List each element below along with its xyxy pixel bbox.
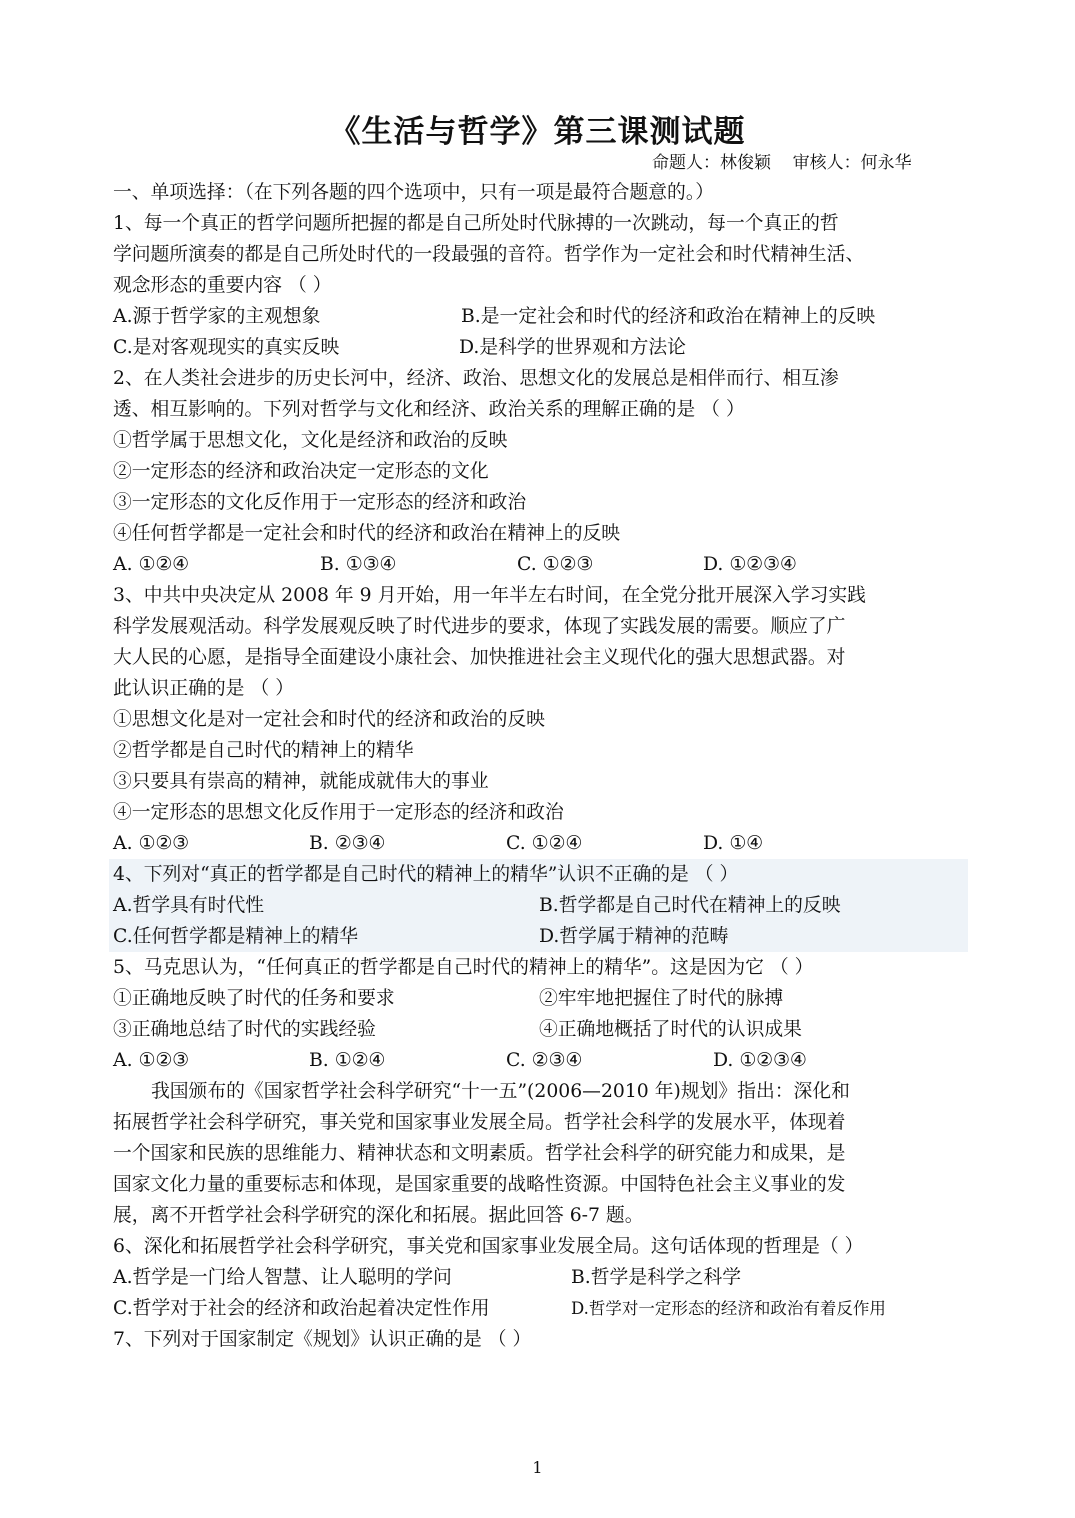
- q4-options-row-1: [113, 890, 968, 921]
- q4-block: [109, 859, 968, 952]
- q6-stem: 6、深化和拓展哲学社会科学研究，事关党和国家事业发展全局。这句话体现的哲理是（ ）: [113, 1236, 864, 1257]
- q2-option-c: C. ①②③: [517, 554, 594, 575]
- q1-options-row-2: [113, 332, 968, 363]
- q3-statement-3: ③只要具有崇高的精神，就能成就伟大的事业: [113, 771, 489, 792]
- q2-statement-1: ①哲学属于思想文化，文化是经济和政治的反映: [113, 430, 508, 451]
- q6-option-b: B.哲学是科学之科学: [571, 1267, 742, 1288]
- q1-stem-line-3: 观念形态的重要内容 （ ）: [113, 275, 332, 296]
- q2-statement-3: ③一定形态的文化反作用于一定形态的经济和政治: [113, 492, 527, 513]
- q2-statement-2: ②一定形态的经济和政治决定一定形态的文化: [113, 461, 489, 482]
- q3-option-d: D. ①④: [703, 833, 764, 854]
- q3-options-row: [113, 828, 968, 859]
- q5-option-a: A. ①②③: [113, 1050, 190, 1071]
- q2-option-a: A. ①②④: [113, 554, 190, 575]
- passage-line-3: 一个国家和民族的思维能力、精神状态和文明素质。哲学社会科学的研究能力和成果，是: [113, 1143, 846, 1164]
- passage-line-4: 国家文化力量的重要标志和体现，是国家重要的战略性资源。中国特色社会主义事业的发: [113, 1174, 846, 1195]
- q3-option-b: B. ②③④: [309, 833, 386, 854]
- q3-option-a: A. ①②③: [113, 833, 190, 854]
- q2-stem-line-1: 2、在人类社会进步的历史长河中，经济、政治、思想文化的发展总是相伴而行、相互渗: [113, 368, 839, 389]
- q1-option-c: C.是对客观现实的真实反映: [113, 337, 340, 358]
- q3-stem-line-4: 此认识正确的是 （ ）: [113, 678, 294, 699]
- q5-statement-3: ③正确地总结了时代的实践经验: [113, 1019, 376, 1040]
- q3-stem-line-3: 大人民的心愿，是指导全面建设小康社会、加快推进社会主义现代化的强大思想武器。对: [113, 647, 846, 668]
- passage-line-2: 拓展哲学社会科学研究，事关党和国家事业发展全局。哲学社会科学的发展水平，体现着: [113, 1112, 846, 1133]
- q4-option-b: B.哲学都是自己时代在精神上的反映: [539, 895, 841, 916]
- q3-stem-line-1: 3、中共中央决定从 2008 年 9 月开始，用一年半左右时间，在全党分批开展深入学习实践: [113, 585, 866, 606]
- q4-stem: 4、下列对“真正的哲学都是自己时代的精神上的精华”认识不正确的是 （ ）: [113, 864, 739, 885]
- q1-option-b: B.是一定社会和时代的经济和政治在精神上的反映: [461, 306, 876, 327]
- q2-stem-line-2: 透、相互影响的。下列对哲学与文化和经济、政治关系的理解正确的是 （ ）: [113, 399, 745, 420]
- q5-statement-4: ④正确地概括了时代的认识成果: [539, 1019, 802, 1040]
- q5-statement-1: ①正确地反映了时代的任务和要求: [113, 988, 395, 1009]
- q1-stem-line-2: 学问题所演奏的都是自己所处时代的一段最强的音符。哲学作为一定社会和时代精神生活、: [113, 244, 865, 265]
- q2-options-row: [113, 549, 968, 580]
- q3-stem-line-2: 科学发展观活动。科学发展观反映了时代进步的要求，体现了实践发展的需要。顺应了广: [113, 616, 846, 637]
- q6-option-d: D.哲学对一定形态的经济和政治有着反作用: [571, 1299, 886, 1318]
- authors-line: 命题人：林俊颖 审核人：何永华: [652, 153, 912, 173]
- q3-option-c: C. ①②④: [506, 833, 583, 854]
- q1-option-d: D.是科学的世界观和方法论: [459, 337, 686, 358]
- q5-option-d: D. ①②③④: [713, 1050, 807, 1071]
- q1-stem-line-1: 1、每一个真正的哲学问题所把握的都是自己所处时代脉搏的一次跳动，每一个真正的哲: [113, 213, 839, 234]
- q7-stem: 7、下列对于国家制定《规划》认识正确的是 （ ）: [113, 1329, 532, 1350]
- q1-option-a: A.源于哲学家的主观想象: [113, 306, 321, 327]
- q5-option-c: C. ②③④: [506, 1050, 583, 1071]
- q3-statement-4: ④一定形态的思想文化反作用于一定形态的经济和政治: [113, 802, 564, 823]
- q3-statement-2: ②哲学都是自己时代的精神上的精华: [113, 740, 414, 761]
- q4-options-row-2: [113, 921, 968, 952]
- page-number: 1: [532, 1458, 543, 1477]
- q2-statement-4: ④任何哲学都是一定社会和时代的经济和政治在精神上的反映: [113, 523, 621, 544]
- q5-options-row: [113, 1045, 968, 1076]
- q6-option-a: A.哲学是一门给人智慧、让人聪明的学问: [113, 1267, 452, 1288]
- passage-line-5: 展，离不开哲学社会科学研究的深化和拓展。据此回答 6-7 题。: [113, 1205, 644, 1226]
- exam-content: [113, 177, 968, 1355]
- q5-statements-row-1: [113, 983, 968, 1014]
- q1-options-row-1: [113, 301, 968, 332]
- q5-option-b: B. ①②④: [309, 1050, 386, 1071]
- q5-statements-row-2: [113, 1014, 968, 1045]
- q5-stem: 5、马克思认为，“任何真正的哲学都是自己时代的精神上的精华”。这是因为它 （ ）: [113, 957, 814, 978]
- q6-option-c: C.哲学对于社会的经济和政治起着决定性作用: [113, 1298, 490, 1319]
- page-title: 《生活与哲学》第三课测试题: [329, 114, 746, 150]
- q4-option-c: C.任何哲学都是精神上的精华: [113, 926, 359, 947]
- q2-option-d: D. ①②③④: [703, 554, 797, 575]
- section-heading: 一、单项选择：（在下列各题的四个选项中，只有一项是最符合题意的。）: [113, 182, 714, 203]
- q2-option-b: B. ①③④: [320, 554, 397, 575]
- q6-options-row-1: [113, 1262, 968, 1293]
- q4-option-d: D.哲学属于精神的范畴: [539, 926, 729, 947]
- q6-options-row-2: [113, 1293, 968, 1324]
- q4-option-a: A.哲学具有时代性: [113, 895, 265, 916]
- q3-statement-1: ①思想文化是对一定社会和时代的经济和政治的反映: [113, 709, 545, 730]
- q5-statement-2: ②牢牢地把握住了时代的脉搏: [539, 988, 784, 1009]
- passage-line-1: 我国颁布的《国家哲学社会科学研究“十一五”(2006—2010 年)规划》指出：深化和: [151, 1081, 850, 1102]
